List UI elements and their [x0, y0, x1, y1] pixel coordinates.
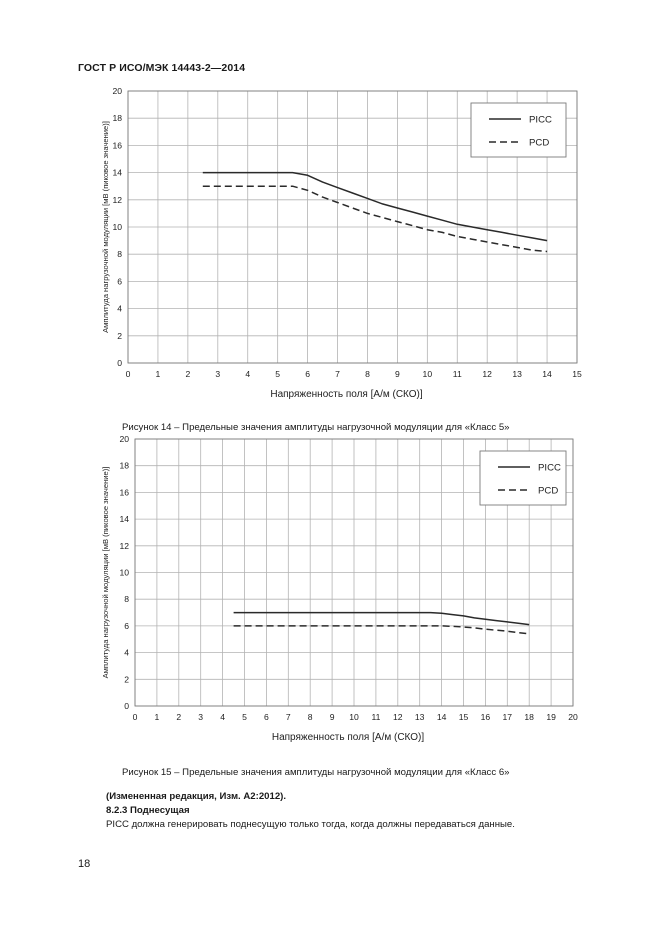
x-tick-label: 4: [220, 712, 225, 722]
y-tick-label: 14: [112, 167, 122, 178]
x-tick-label: 1: [154, 712, 160, 722]
legend-box: [480, 451, 566, 505]
x-tick-label: 13: [414, 712, 425, 722]
y-tick-label: 0: [124, 701, 129, 711]
x-tick-label: 18: [524, 712, 534, 722]
series-line-pcd: [203, 186, 547, 251]
chart-figure-14: [0, 80, 661, 410]
x-tick-label: 17: [502, 712, 513, 722]
x-tick-label: 7: [285, 712, 291, 722]
x-tick-label: 13: [512, 369, 522, 379]
x-tick-label: 1: [155, 369, 161, 379]
y-tick-label: 12: [112, 194, 122, 205]
y-tick-label: 14: [119, 514, 129, 525]
y-axis-label: Амплитуда нагрузочной модуляции [мВ (пиковое значение)]: [101, 121, 110, 333]
x-tick-label: 3: [198, 712, 204, 722]
y-tick-label: 8: [124, 594, 129, 605]
y-tick-label: 8: [117, 249, 122, 260]
x-tick-label: 2: [176, 712, 182, 722]
x-tick-label: 8: [365, 369, 370, 379]
section-paragraph: PICC должна генерировать поднесущую только тогда, когда должны передаваться данные.: [106, 819, 515, 830]
x-tick-label: 2: [185, 369, 191, 379]
y-tick-label: 4: [117, 303, 122, 314]
x-tick-label: 14: [542, 369, 552, 379]
x-tick-label: 6: [305, 369, 310, 379]
x-tick-label: 0: [132, 712, 138, 722]
x-tick-label: 3: [215, 369, 221, 379]
amendment-note: (Измененная редакция, Изм. A2:2012).: [106, 791, 287, 802]
x-tick-label: 8: [307, 712, 313, 722]
y-tick-label: 0: [117, 358, 122, 368]
figure-14-caption: Рисунок 14 – Предельные значения амплитуды нагрузочной модуляции для «Класс 5»: [122, 422, 510, 433]
x-tick-label: 6: [264, 712, 269, 722]
x-tick-label: 0: [125, 369, 131, 379]
legend-label-pcd: PCD: [538, 485, 559, 497]
x-tick-label: 14: [436, 712, 447, 722]
page-number: 18: [78, 858, 91, 870]
y-tick-label: 10: [119, 567, 129, 578]
y-tick-label: 6: [124, 620, 129, 631]
x-tick-label: 11: [452, 369, 462, 379]
section-heading: 8.2.3 Поднесущая: [106, 805, 190, 816]
chart-figure-15: [0, 430, 661, 755]
y-tick-label: 2: [117, 330, 122, 341]
y-tick-label: 2: [124, 674, 129, 685]
x-tick-label: 20: [568, 712, 578, 722]
y-tick-label: 16: [119, 487, 129, 498]
legend-box: [471, 103, 566, 157]
x-tick-label: 5: [275, 369, 281, 379]
document-header: ГОСТ Р ИСО/МЭК 14443-2—2014: [78, 62, 246, 74]
y-tick-label: 18: [112, 113, 122, 124]
x-axis-label: Напряженность поля [А/м (СКО)]: [270, 389, 423, 400]
legend-label-picc: PICC: [529, 114, 552, 126]
x-tick-label: 12: [482, 369, 492, 379]
figure-15-caption: Рисунок 15 – Предельные значения амплитуды нагрузочной модуляции для «Класс 6»: [122, 767, 510, 778]
x-tick-label: 15: [572, 369, 582, 379]
x-tick-label: 9: [329, 712, 335, 722]
x-tick-label: 16: [480, 712, 491, 722]
legend-label-picc: PICC: [538, 462, 561, 474]
x-tick-label: 4: [245, 369, 251, 379]
y-tick-label: 16: [112, 140, 122, 151]
x-tick-label: 9: [395, 369, 400, 379]
y-axis-label: Амплитуда нагрузочной модуляции [мВ (пиковое значение)]: [101, 466, 110, 679]
x-tick-label: 15: [458, 712, 469, 722]
x-tick-label: 19: [546, 712, 556, 722]
y-tick-label: 10: [112, 222, 122, 232]
series-line-pcd: [234, 626, 530, 634]
x-tick-label: 12: [393, 712, 403, 722]
y-tick-label: 4: [124, 647, 129, 658]
x-tick-label: 10: [422, 369, 433, 379]
x-axis-label: Напряженность поля [А/м (СКО)]: [271, 732, 425, 743]
series-line-picc: [203, 173, 547, 241]
y-tick-label: 12: [119, 540, 129, 551]
y-tick-label: 20: [112, 86, 122, 96]
x-tick-label: 11: [371, 712, 381, 722]
y-tick-label: 20: [119, 434, 129, 444]
x-tick-label: 10: [349, 712, 359, 722]
x-tick-label: 5: [242, 712, 247, 722]
y-tick-label: 6: [117, 276, 122, 287]
y-tick-label: 18: [119, 460, 129, 471]
legend-label-pcd: PCD: [529, 137, 550, 149]
x-tick-label: 7: [335, 369, 340, 379]
series-line-picc: [234, 613, 530, 625]
